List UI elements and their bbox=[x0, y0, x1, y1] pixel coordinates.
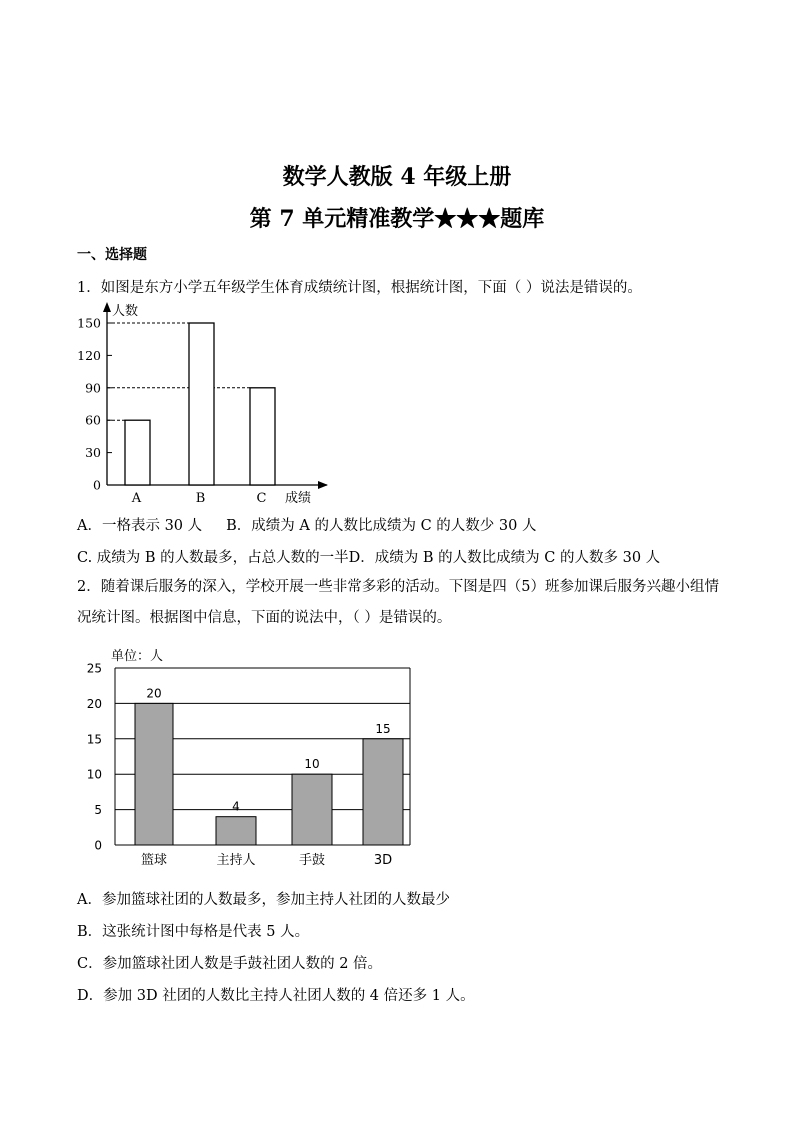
y-tick-label: 10 bbox=[86, 767, 102, 782]
y-tick-label: 5 bbox=[94, 803, 102, 818]
x-tick-label: 3D bbox=[373, 853, 393, 868]
x-tick-label: A bbox=[131, 491, 142, 506]
y-tick-label: 60 bbox=[85, 412, 101, 428]
y-tick-label: 150 bbox=[77, 315, 101, 331]
section-heading: 一、选择题 bbox=[77, 247, 147, 263]
x-axis-label: 成绩 bbox=[285, 491, 312, 506]
bar-篮球 bbox=[135, 703, 173, 845]
y-tick-label: 90 bbox=[85, 380, 101, 396]
q1-option-b[interactable]: B．成绩为 A 的人数比成绩为 C 的人数少 30 人 bbox=[226, 518, 537, 534]
data-label: 4 bbox=[232, 799, 240, 814]
q2-option-a[interactable]: A．参加篮球社团的人数最多，参加主持人社团的人数最少 bbox=[77, 892, 450, 908]
q1-option-c[interactable]: C. 成绩为 B 的人数最多，占总人数的一半 bbox=[77, 550, 349, 566]
bar-手鼓 bbox=[292, 774, 332, 845]
y-tick-label: 15 bbox=[86, 732, 102, 747]
y-tick-label: 20 bbox=[86, 696, 102, 711]
page-subtitle: 第 7 单元精准教学★★★题库 bbox=[249, 206, 545, 232]
y-tick-label: 0 bbox=[94, 838, 102, 853]
data-label: 15 bbox=[375, 721, 391, 736]
data-label: 20 bbox=[146, 686, 162, 701]
x-tick-label: 主持人 bbox=[216, 853, 256, 868]
q2-option-b[interactable]: B．这张统计图中每格是代表 5 人。 bbox=[77, 924, 310, 940]
x-tick-label: 手鼓 bbox=[298, 853, 326, 868]
q2-option-c[interactable]: C．参加篮球社团人数是手鼓社团人数的 2 倍。 bbox=[77, 956, 383, 972]
y-axis-label: 人数 bbox=[112, 304, 139, 319]
x-tick-label: 篮球 bbox=[140, 853, 168, 868]
bar-主持人 bbox=[216, 817, 256, 845]
q2-stem: 2．随着课后服务的深入，学校开展一些非常多彩的活动。下图是四（5）班参加课后服务兴趣小组情况统计图。根据图中信息，下面的说法中，（ ）是错误的。 bbox=[77, 579, 719, 626]
bar-3D bbox=[363, 739, 403, 845]
q2-option-d[interactable]: D．参加 3D 社团的人数比主持人社团人数的 4 倍还多 1 人。 bbox=[77, 988, 475, 1004]
q1-option-a[interactable]: A．一格表示 30 人 bbox=[77, 518, 203, 534]
y-tick-label: 30 bbox=[85, 445, 101, 461]
y-tick-label: 25 bbox=[86, 661, 102, 676]
unit-label: 单位：人 bbox=[111, 649, 164, 664]
page-title: 数学人教版 4 年级上册 bbox=[282, 164, 512, 190]
x-tick-label: C bbox=[256, 491, 267, 506]
y-tick-label: 120 bbox=[77, 347, 101, 363]
data-label: 10 bbox=[304, 757, 320, 772]
x-tick-label: B bbox=[195, 491, 206, 506]
y-tick-label: 0 bbox=[93, 477, 101, 493]
q1-option-d[interactable]: D．成绩为 B 的人数比成绩为 C 的人数多 30 人 bbox=[348, 550, 661, 566]
q1-stem: 1．如图是东方小学五年级学生体育成绩统计图，根据统计图，下面（ ）说法是错误的。 bbox=[77, 280, 642, 296]
